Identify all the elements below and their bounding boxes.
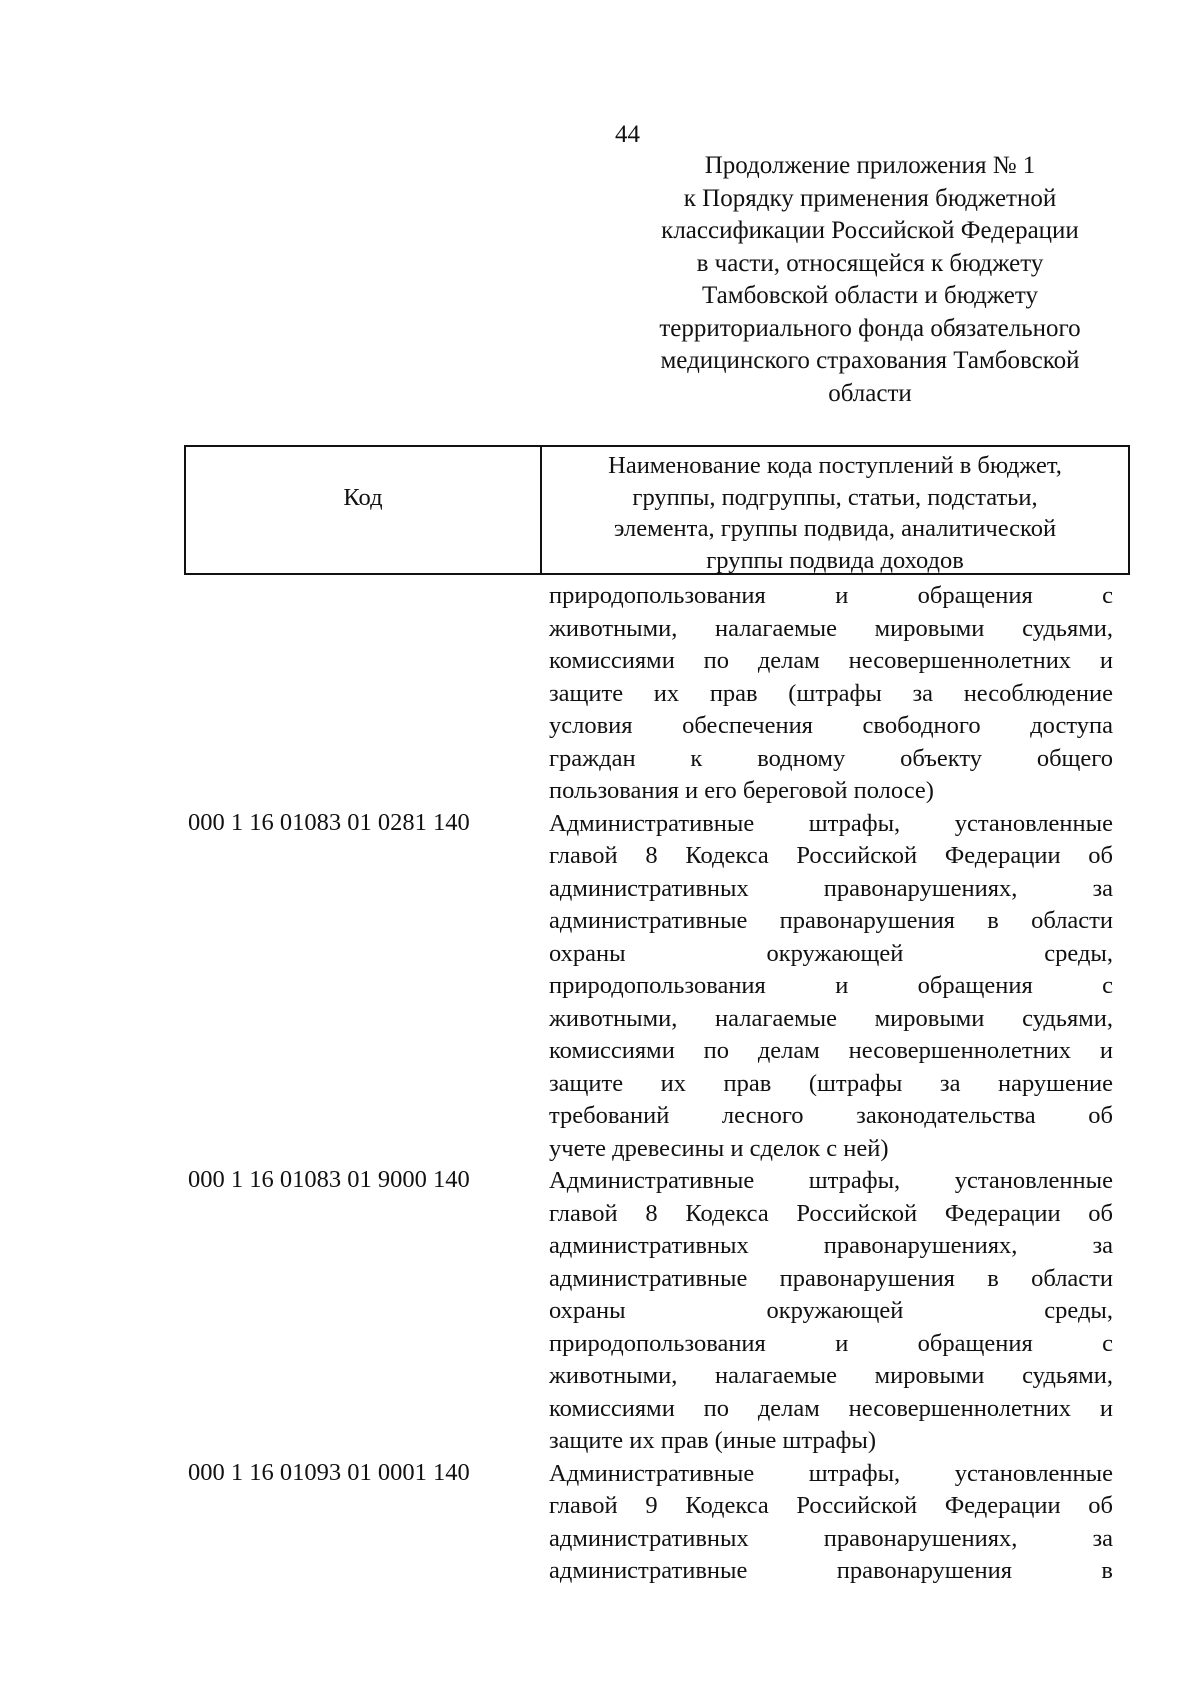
row-description-line: животными, налагаемые мировыми судьями, xyxy=(549,1362,1113,1389)
appendix-header-line: области xyxy=(828,379,912,407)
table-header-code-label: Код xyxy=(343,484,383,511)
appendix-header-line: классификации Российской Федерации xyxy=(661,217,1079,244)
row-description-line: комиссиями по делам несовершеннолетних и xyxy=(549,1394,1113,1422)
row-description-line: административных правонарушениях, за xyxy=(549,874,1113,902)
row-description-line: Административные штрафы, установленные xyxy=(549,809,1113,837)
row-description-line: административные правонарушения в области xyxy=(549,907,1113,934)
row-description-line: главой 8 Кодекса Российской Федерации об xyxy=(549,842,1113,869)
row-description-line: охраны окружающей среды, xyxy=(549,1297,1113,1324)
row-description-line: требований лесного законодательства об xyxy=(549,1102,1113,1129)
table-header-name-line: элемента, группы подвида, аналитической xyxy=(613,515,1057,542)
row-description-line: защите их прав (штрафы за нарушение xyxy=(549,1069,1113,1097)
row-description-line: пользования и его береговой полосе) xyxy=(549,777,934,804)
row-description-line: Административные штрафы, установленные xyxy=(549,1167,1113,1194)
row-description-line: защите их прав (штрафы за несоблюдение xyxy=(549,679,1113,707)
table-header-code-cell xyxy=(186,447,542,573)
row-description-line: комиссиями по делам несовершеннолетних и xyxy=(549,1037,1113,1064)
appendix-header-line: Продолжение приложения № 1 xyxy=(704,152,1036,179)
row-description-line: животными, налагаемые мировыми судьями, xyxy=(549,614,1113,642)
table-header-name-line: группы, подгруппы, статьи, подстатьи, xyxy=(632,483,1038,511)
appendix-header-line: к Порядку применения бюджетной xyxy=(683,184,1057,212)
row-description-line: комиссиями по делам несовершеннолетних и xyxy=(549,647,1113,674)
row-description-line: животными, налагаемые мировыми судьями, xyxy=(549,1004,1113,1032)
row-description-line: Административные штрафы, установленные xyxy=(549,1459,1113,1487)
appendix-header xyxy=(620,150,1120,410)
row-description-line: граждан к водному объекту общего xyxy=(549,744,1113,772)
row-description-line: главой 9 Кодекса Российской Федерации об xyxy=(549,1492,1113,1519)
table-header xyxy=(184,445,1130,575)
row-description-line: природопользования и обращения с xyxy=(549,1329,1113,1357)
row-description-line: защите их прав (иные штрафы) xyxy=(549,1427,876,1454)
row-description-line: административные правонарушения в области xyxy=(549,1264,1113,1292)
appendix-header-line: Тамбовской области и бюджету xyxy=(702,282,1038,309)
row-description-line: главой 8 Кодекса Российской Федерации об xyxy=(549,1199,1113,1227)
row-code: 000 1 16 01083 01 9000 140 xyxy=(188,1166,470,1193)
row-code: 000 1 16 01083 01 0281 140 xyxy=(188,808,470,836)
table-header-name-line: группы подвида доходов xyxy=(706,546,964,574)
row-description-line: административных правонарушениях, за xyxy=(549,1232,1113,1259)
appendix-header-line: медицинского страхования Тамбовской xyxy=(660,347,1080,374)
row-description-line: охраны окружающей среды, xyxy=(549,939,1113,967)
appendix-header-line: территориального фонда обязательного xyxy=(659,314,1081,342)
table-header-name-line: Наименование кода поступлений в бюджет, xyxy=(608,452,1062,479)
appendix-header-line: в части, относящейся к бюджету xyxy=(696,249,1044,277)
row-code: 000 1 16 01093 01 0001 140 xyxy=(188,1458,470,1486)
row-description-line: учете древесины и сделок с ней) xyxy=(549,1134,889,1162)
row-description-line: природопользования и обращения с xyxy=(549,972,1113,999)
table-header-name-cell xyxy=(542,447,1128,576)
row-description-line: административных правонарушениях, за xyxy=(549,1524,1113,1552)
row-description-line: природопользования и обращения с xyxy=(549,582,1113,609)
row-description-line: административные правонарушения в xyxy=(549,1557,1113,1584)
row-description-line: условия обеспечения свободного доступа xyxy=(549,712,1113,739)
page-number: 44 xyxy=(615,121,640,148)
